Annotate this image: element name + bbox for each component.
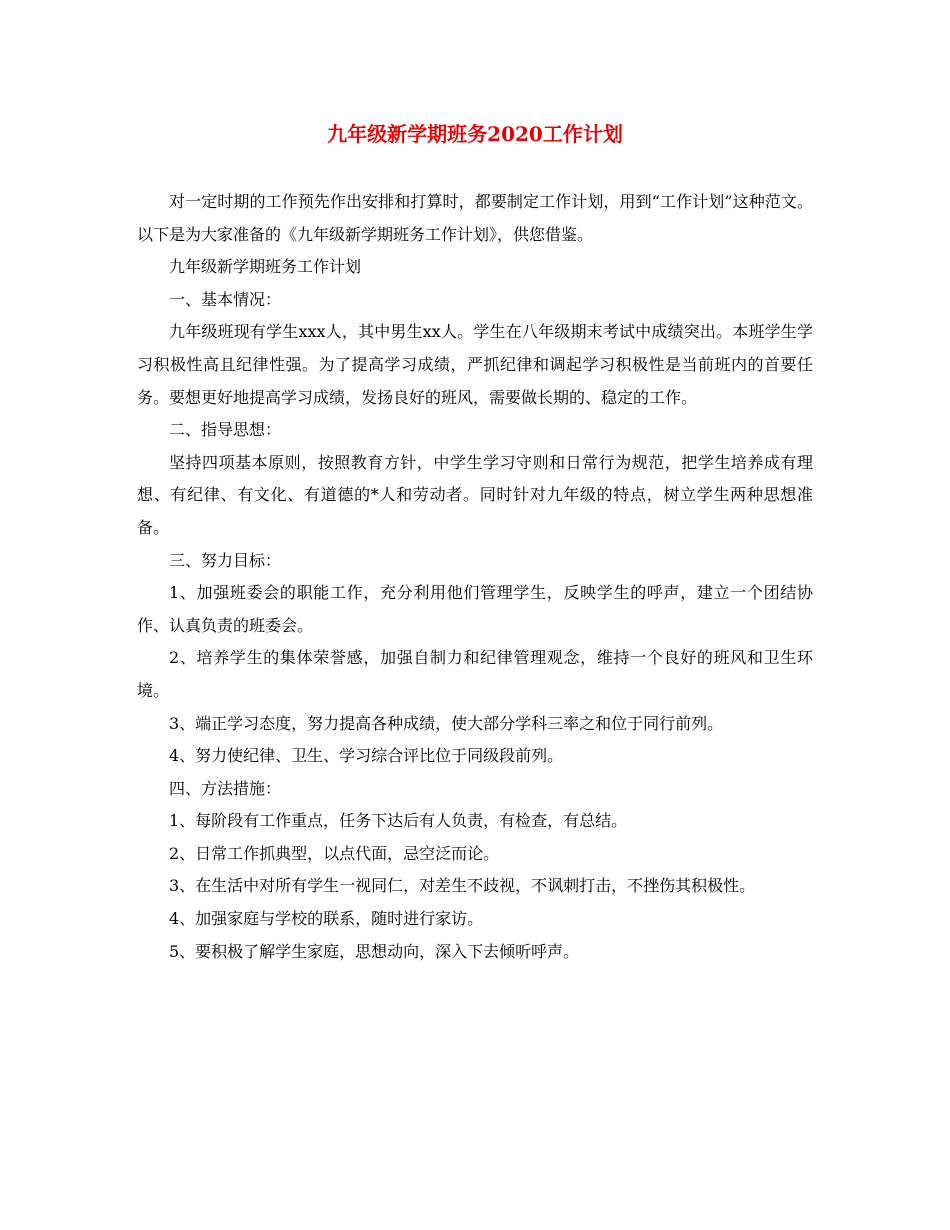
section-heading-goals: 三、努力目标： xyxy=(169,550,282,570)
section-heading-basic-situation: 一、基本情况： xyxy=(169,289,282,309)
measure-item: 5、要积极了解学生家庭，思想动向，深入下去倾听呼声。 xyxy=(169,941,580,961)
subtitle-paragraph: 九年级新学期班务工作计划 xyxy=(169,257,362,277)
goal-item: 2、培养学生的集体荣誉感，加强自制力和纪律管理观念，维持一个良好的班风和卫生环境。 xyxy=(137,648,813,700)
section-heading-guiding-ideology: 二、指导思想： xyxy=(169,420,282,440)
basic-situation-paragraph: 九年级班现有学生xxx人，其中男生xx人。学生在八年级期末考试中成绩突出。本班学生学习积极性高且纪律性强。为了提高学习成绩，严抓纪律和调起学习积极性是当前班内的首要任务。要想更好地提高学习成绩，发扬良好的班风，需要做长期的、稳定的工作。 xyxy=(137,322,813,407)
measure-item: 2、日常工作抓典型，以点代面，忌空泛而论。 xyxy=(169,843,500,863)
document-body xyxy=(137,186,813,968)
goal-item: 1、加强班委会的职能工作，充分利用他们管理学生，反映学生的呼声，建立一个团结协作、认真负责的班委会。 xyxy=(137,583,813,635)
measure-item: 1、每阶段有工作重点，任务下达后有人负责，有检查，有总结。 xyxy=(169,811,628,831)
measure-item: 3、在生活中对所有学生一视同仁，对差生不歧视，不讽刺打击，不挫伤其积极性。 xyxy=(169,876,756,896)
guiding-ideology-paragraph: 坚持四项基本原则，按照教育方针，中学生学习守则和日常行为规范，把学生培养成有理想、有纪律、有文化、有道德的*人和劳动者。同时针对九年级的特点，树立学生两种思想准备。 xyxy=(137,452,813,537)
goal-item: 4、努力使纪律、卫生、学习综合评比位于同级段前列。 xyxy=(169,746,564,766)
intro-paragraph: 对一定时期的工作预先作出安排和打算时，都要制定工作计划，用到“工作计划”这种范文。以下是为大家准备的《九年级新学期班务工作计划》，供您借鉴。 xyxy=(137,192,813,244)
section-heading-measures: 四、方法措施： xyxy=(169,778,282,798)
document-title: 九年级新学期班务2020工作计划 xyxy=(327,122,623,146)
measure-item: 4、加强家庭与学校的联系，随时进行家访。 xyxy=(169,909,484,929)
goal-item: 3、端正学习态度，努力提高各种成绩，使大部分学科三率之和位于同行前列。 xyxy=(169,713,724,733)
